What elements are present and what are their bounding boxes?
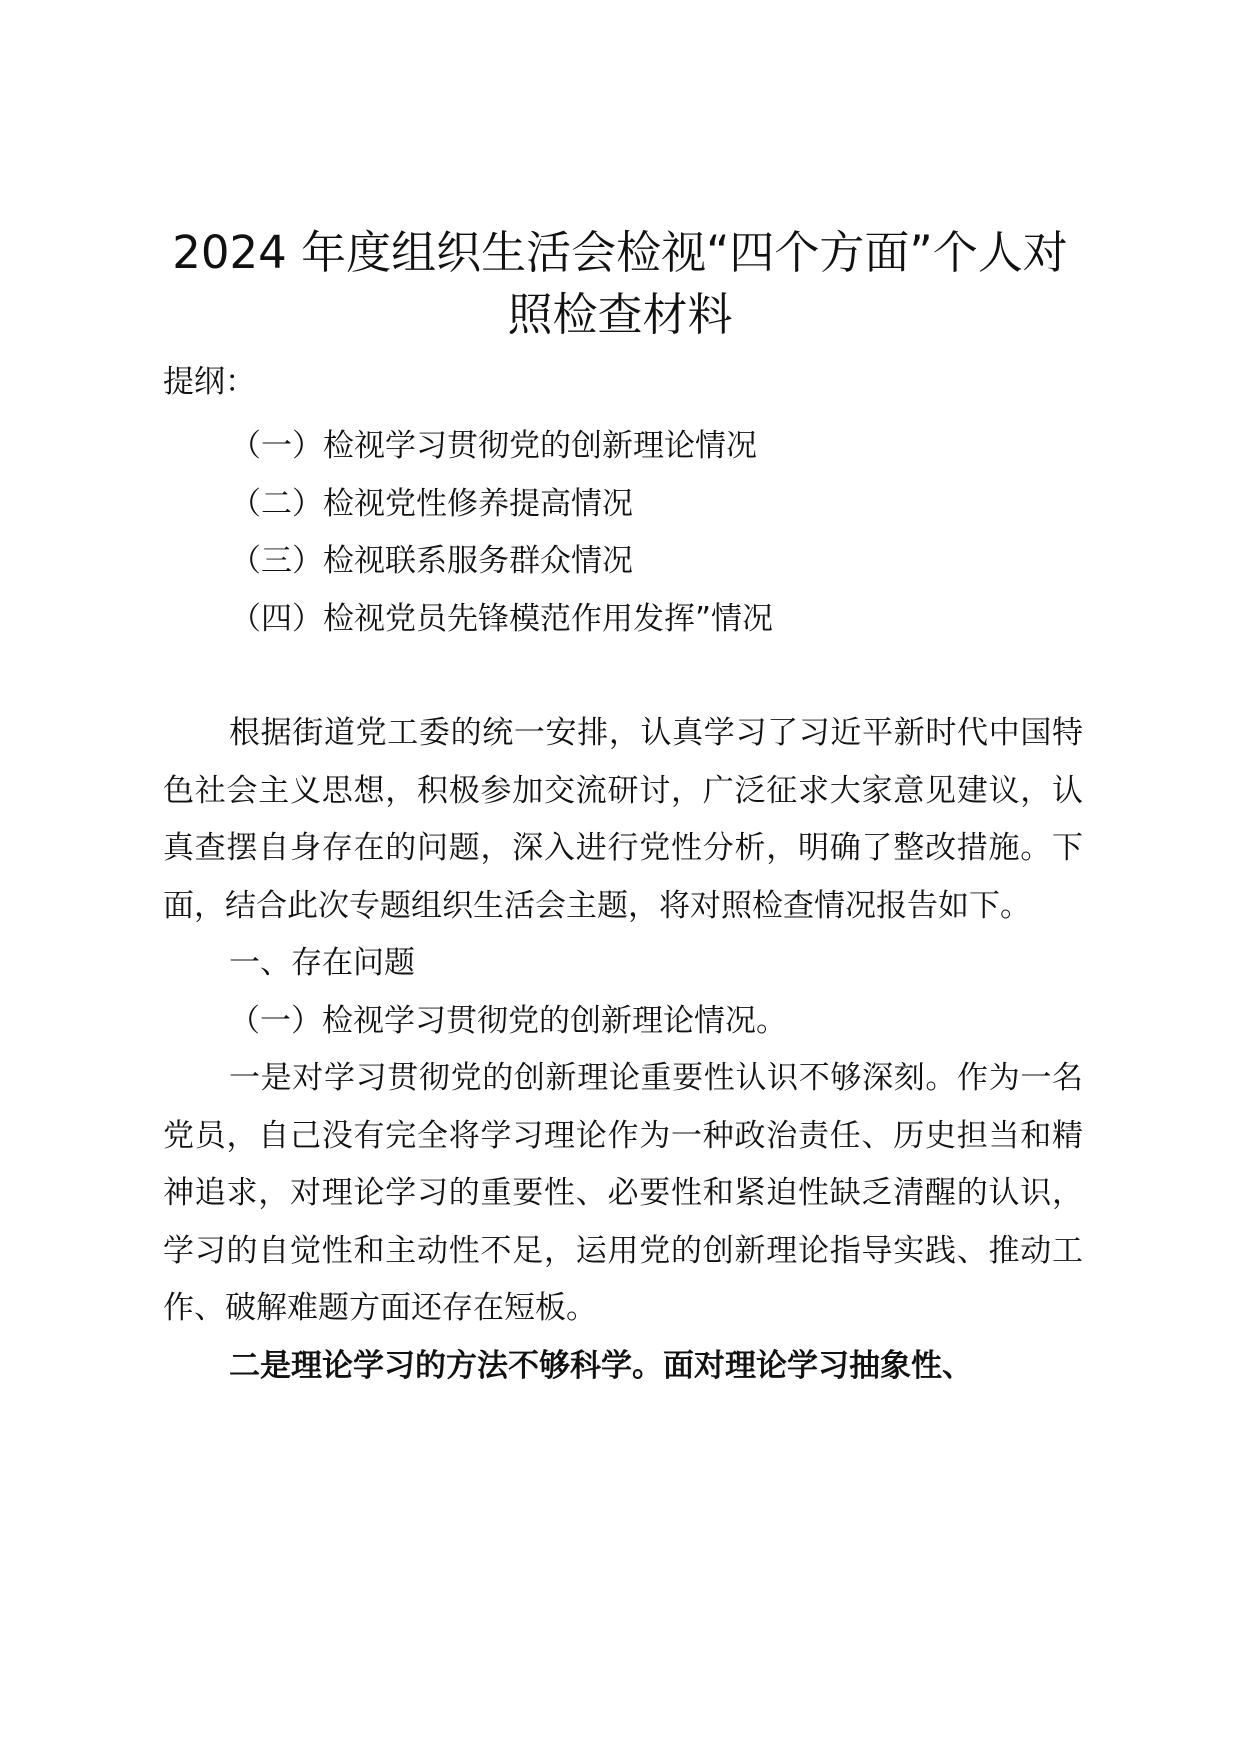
document-title: 2024 年度组织生活会检视“四个方面”个人对照检查材料 xyxy=(172,226,1068,341)
body-paragraph: 一是对学习贯彻党的创新理论重要性认识不够深刻。作为一名党员，自己没有完全将学习理论作为一种政治责任、历史担当和精神追求，对理论学习的重要性、必要性和紧迫性缺乏清醒的认识，学习的自觉性和主动性不足，运用党的创新理论指导实践、推动工作、破解难题方面还存在短板。 xyxy=(163,1060,1083,1326)
outline-item: （四）检视党员先锋模范作用发挥”情况 xyxy=(230,600,774,637)
outline-item: （三）检视联系服务群众情况 xyxy=(230,543,633,579)
intro-paragraph: 根据街道党工委的统一安排，认真学习了习近平新时代中国特色社会主义思想，积极参加交流研讨，广泛征求大家意见建议，认真查摆自身存在的问题，深入进行党性分析，明确了整改措施。下面，结合此次专题组织生活会主题，将对照检查情况报告如下。 xyxy=(163,715,1083,924)
body-paragraph: 二是理论学习的方法不够科学。面对理论学习抽象性、 xyxy=(229,1347,973,1384)
outline-item: （二）检视党性修养提高情况 xyxy=(230,485,633,522)
section-heading: 一、存在问题 xyxy=(229,945,415,981)
document-body xyxy=(163,705,1083,1395)
outline-item: （一）检视学习贯彻党的创新理论情况 xyxy=(230,428,757,464)
outline-list xyxy=(230,418,773,648)
subsection-heading: （一）检视学习贯彻党的创新理论情况。 xyxy=(229,1002,787,1039)
outline-heading: 提纲： xyxy=(163,364,256,400)
